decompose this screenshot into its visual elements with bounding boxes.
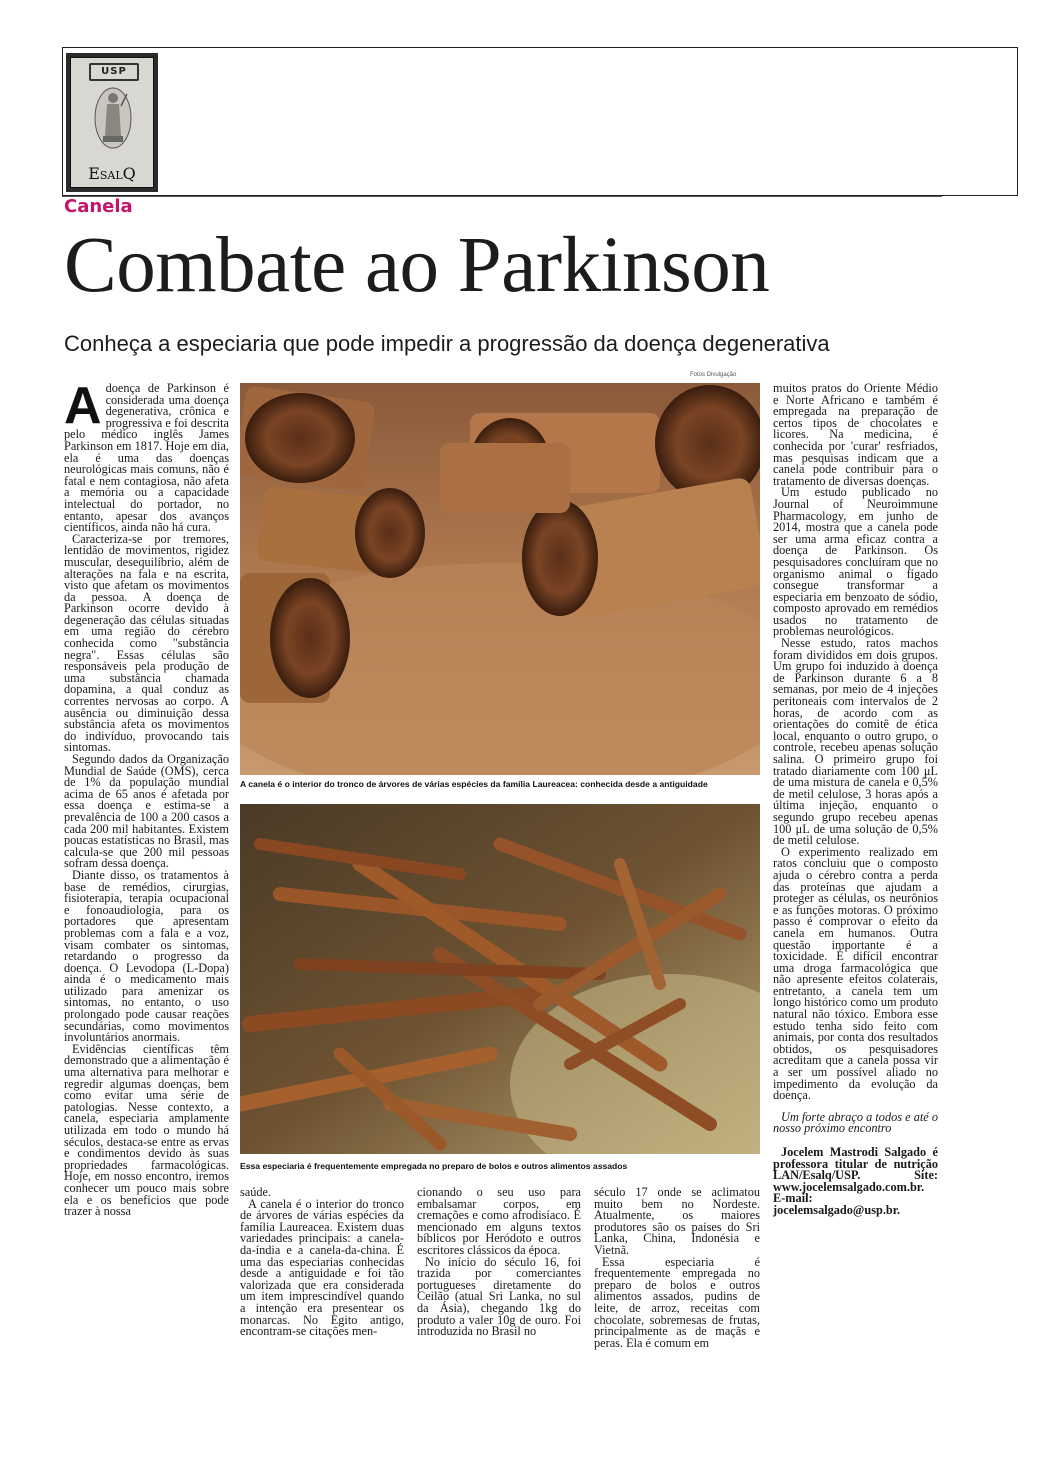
article-column-5 <box>773 383 938 1368</box>
signoff: Um forte abraço a todos e até o nosso próximo encontro <box>773 1109 938 1136</box>
article-column-3 <box>417 1187 581 1367</box>
col4-paragraph-2: Essa especiaria é frequentemente empregada no preparo de bolos e outros alimentos assados, pudins de leite, de arroz, receitas com chocolate, sobremesas de frutas, principalmente as de maçãs e peras. Ela é comum em <box>594 1254 760 1350</box>
col5-paragraph-4: O experimento realizado em ratos concluiu que o composto ajuda o cérebro contra a perda das proteínas que ajudam a proteger as células, os neurônios e as funções motoras. O próximo passo é comprovar o efeito da canela em humanos. Outra questão importante é a toxicidade. É difícil encontrar uma droga farmacológica que não apresente efeitos colaterais, entretanto, a canela tem um longo histórico como um produto natural não tóxico. Embora esse estudo tenha sido feito com animais, por conta dos resultados obtidos, os pesquisadores acreditam que a canela possa vir a ser um possível aliado no impedimento da evolução da doença. <box>773 844 938 1103</box>
col1-paragraph-1: doença de Parkinson é considerada uma doença degenerativa, crônica e progressiva e foi descrita pelo médico inglês James Parkinson em 1817. Hoje em dia, ela é uma das doenças neurológicas mais comuns, não é fatal e nem contagiosa, não afeta a memória ou a capacidade intelectual do portador, no entanto, apesar dos avanços científicos, ainda não há cura. <box>64 381 229 535</box>
subheadline: Conheça a especiaria que pode impedir a progressão da doença degenerativa <box>64 331 830 356</box>
col3-paragraph-1: cionando o seu uso para embalsamar corpos, em cremações e como afrodisíaco. É mencionado em alguns textos bíblicos por Heródoto e outros escritores clássicos da época. <box>417 1185 581 1257</box>
col1-paragraph-5: Evidências científicas têm demonstrado que a alimentação é uma alternativa para melhorar e regredir algumas doenças, bem como evitar uma série de patologias. Nesse contexto, a canela, especiaria amplamente utilizada em todo o mundo há séculos, destaca-se entre as ervas e condimentos devido às suas propriedades farmacológicas. Hoje, em nosso encontro, iremos conhecer um pouco mais sobre ela e os benefícios que pode trazer à nossa <box>64 1041 229 1219</box>
drop-cap: A <box>64 377 102 435</box>
usp-esalq-logo <box>66 53 158 192</box>
col1-paragraph-4: Diante disso, os tratamentos à base de remédios, cirurgias, fisioterapia, terapia ocupacional e fonoaudiologia, para os portadores que apresentam problemas com a fala e a voz, visam combater os sintomas, retardando o progresso da doença. O Levodopa (L-Dopa) ainda é o medicamento mais utilizado para amenizar os sintomas, no entanto, o uso prolongado pode causar reações secundárias, como movimentos involuntários anormais. <box>64 867 229 1045</box>
col2-paragraph-1: saúde. <box>240 1185 272 1199</box>
header-rule <box>62 196 942 197</box>
headline: Combate ao Parkinson <box>64 222 770 309</box>
article-column-4 <box>594 1187 760 1367</box>
author-bio-text: Jocelem Mastrodi Salgado é professora titular de nutrição LAN/Esalq/USP. Site: www.jocelemsalgado.com.br. E-mail: jocelemsalgado@usp.br. <box>773 1145 938 1217</box>
col1-paragraph-3: Segundo dados da Organização Mundial de Saúde (OMS), cerca de 1% da população mundial acima de 65 anos é afetada por essa doença e estima-se a prevalência de 100 a 200 casos a cada 200 mil habitantes. Existem poucas estatísticas no Brasil, mas calcula-se que 200 mil pessoas sofram dessa doença. <box>64 752 229 871</box>
logo-usp-text: USP <box>89 63 139 81</box>
photo-cinnamon-powder <box>240 383 760 775</box>
col5-paragraph-1: muitos pratos do Oriente Médio e Norte Africano e também é empregada na preparação de certos tipos de chocolates e licores. Na medicina, é conhecida por 'curar' resfriados, mas pesquisas indicam que a canela pode contribuir para o tratamento de diversas doenças. <box>773 381 938 488</box>
caption-top-photo: A canela é o interior do tronco de árvores de várias espécies da família Laureacea: conhecida desde a antiguidade <box>240 779 708 789</box>
article-column-2 <box>240 1187 404 1367</box>
caption-bottom-photo: Essa especiaria é frequentemente empregada no preparo de bolos e outros alimentos assados <box>240 1161 628 1171</box>
header-frame <box>62 47 1018 196</box>
section-kicker: Canela <box>64 196 133 217</box>
photo-credit: Fotos Divulgação <box>690 372 737 378</box>
article-column-1 <box>64 377 229 1368</box>
photo-cinnamon-sticks <box>240 804 760 1154</box>
logo-esalq-text: EsalQ <box>88 164 136 183</box>
col5-paragraph-2: Um estudo publicado no Journal of Neuroimmune Pharmacology, em junho de 2014, mostra que a canela pode ser uma arma eficaz contra a doença de Parkinson. Os pesquisadores concluíram que no organismo animal o fígado consegue transformar a especiaria em benzoato de sódio, composto aprovado em remédios usados no tratamento de problemas neurológicos. <box>773 485 938 639</box>
col1-paragraph-2: Caracteriza-se por tremores, lentidão de movimentos, rigidez muscular, desequilíbrio, além de alterações na fala e na escrita, visto que afetam os movimentos da pessoa. A doença de Parkinson ocorre devido à degeneração das células situadas em uma região do cérebro conhecida como "substância negra". Essas células são responsáveis pela produção de uma substância chamada dopamina, a qual conduz as correntes nervosas ao corpo. A ausência ou diminuição dessa substância afeta os movimentos do indivíduo, provocando tais sintomas. <box>64 531 229 755</box>
col5-paragraph-3: Nesse estudo, ratos machos foram divididos em dois grupos. Um grupo foi induzido à doença de Parkinson durante 6 a 8 semanas, por meio de 4 injeções peritoneais com intervalos de 2 horas, de acordo com as orientações do comitê de ética local, enquanto o outro grupo, o controle, recebeu apenas solução salina. O primeiro grupo foi tratado diariamente com 100 μL de uma mistura de canela e 0,5% de metil celulose, 3 horas após a última injeção, enquanto o segundo grupo recebeu apenas 100 μL de uma solução de 0,5% de metil celulose. <box>773 636 938 848</box>
logo-figure-icon <box>93 84 133 152</box>
col2-paragraph-2: A canela é o interior do tronco de árvores de várias espécies da família Laureacea. Existem duas variedades principais: a canela-da-índia e a canela-da-china. É uma das especiarias conhecidas desde a antiguidade e foi tão valorizada que era considerada um item imprescindível quando a intenção era presentear os monarcas. No Egito antigo, encontram-se citações men- <box>240 1196 404 1339</box>
author-bio <box>773 1147 938 1217</box>
col3-paragraph-2: No início do século 16, foi trazida por comerciantes portugueses diretamente do Ceilão (atual Sri Lanka, no sul da Ásia), chegando 1kg do produto a valer 10g de ouro. Foi introduzida no Brasil no <box>417 1254 581 1339</box>
col4-paragraph-1: século 17 onde se aclimatou muito bem no Nordeste. Atualmente, os maiores produtores são os países do Sri Lanka, China, Indonésia e Vietnã. <box>594 1185 760 1257</box>
